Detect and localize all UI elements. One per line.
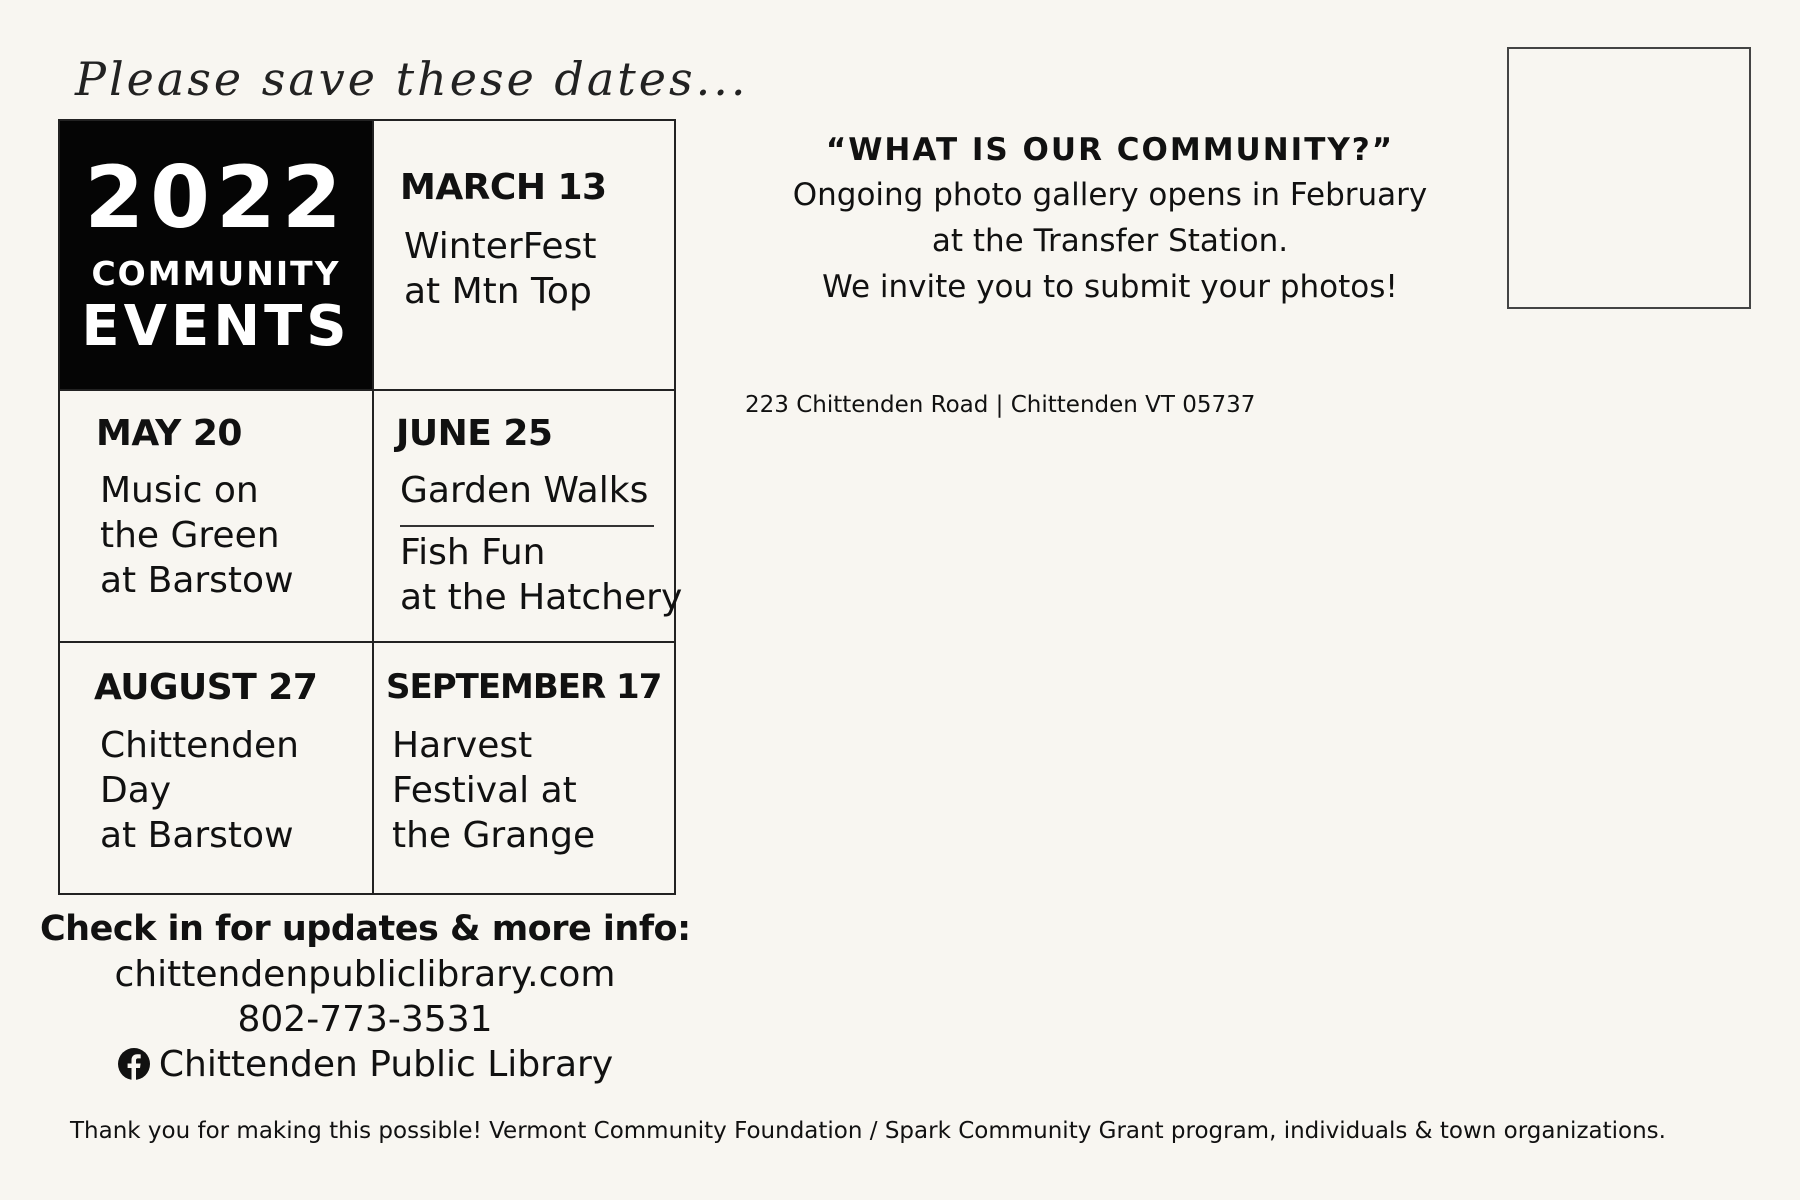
events-grid <box>58 119 683 895</box>
contact-block <box>40 908 690 1092</box>
event-cell-march <box>374 121 676 389</box>
event-line: Day <box>100 770 172 811</box>
event-line: Festival at <box>392 770 577 811</box>
contact-heading: Check in for updates & more info: <box>40 909 691 949</box>
event-date: MARCH 13 <box>400 167 607 208</box>
year-heading: 2022 <box>84 148 348 248</box>
event-line: at the Hatchery <box>400 577 683 618</box>
return-address: 223 Chittenden Road | Chittenden VT 05737 <box>745 392 1256 418</box>
event-cell-september <box>374 643 676 895</box>
event-description <box>100 723 299 858</box>
event-cell-may <box>60 391 372 641</box>
tagline: Please save these dates... <box>75 52 749 106</box>
thanks-note: Thank you for making this possible! Vermont Community Foundation / Spark Community Grant program, individuals & town organizations. <box>70 1118 1666 1144</box>
event-line: the Green <box>100 515 280 556</box>
event-description <box>404 224 596 314</box>
event-line: Harvest <box>392 725 533 766</box>
event-divider <box>400 525 654 527</box>
event-line: at Barstow <box>100 560 294 601</box>
event-line: Garden Walks <box>400 470 649 511</box>
event-description <box>100 468 294 603</box>
website-link[interactable]: chittendenpubliclibrary.com <box>114 953 616 995</box>
event-date: JUNE 25 <box>396 413 553 454</box>
facebook-link[interactable] <box>117 1042 613 1087</box>
event-line: at Mtn Top <box>404 271 592 312</box>
event-date: SEPTEMBER 17 <box>386 667 662 707</box>
event-line: Chittenden <box>100 725 299 766</box>
notice-line: Ongoing photo gallery opens in February <box>792 177 1428 213</box>
event-description <box>400 468 648 513</box>
event-line: Music on <box>100 470 259 511</box>
event-date: MAY 20 <box>96 413 242 454</box>
notice-heading: “WHAT IS OUR COMMUNITY?” <box>825 132 1395 168</box>
event-line: the Grange <box>392 815 596 856</box>
facebook-icon <box>117 1047 151 1081</box>
facebook-label: Chittenden Public Library <box>158 1043 614 1085</box>
event-description <box>392 723 595 858</box>
event-line: WinterFest <box>404 226 597 267</box>
notice-line: at the Transfer Station. <box>931 223 1289 259</box>
event-description-second <box>400 530 682 620</box>
event-line: Fish Fun <box>400 532 546 573</box>
stamp-box <box>1507 47 1751 309</box>
event-date: AUGUST 27 <box>94 667 318 708</box>
title-block <box>60 121 372 389</box>
community-heading: COMMUNITY <box>91 254 341 293</box>
event-line: at Barstow <box>100 815 294 856</box>
event-cell-august <box>60 643 372 895</box>
notice-line: We invite you to submit your photos! <box>822 269 1398 305</box>
phone-number[interactable]: 802-773-3531 <box>237 998 493 1040</box>
events-heading: EVENTS <box>81 294 351 359</box>
photo-gallery-notice <box>760 128 1460 310</box>
event-cell-june <box>374 391 683 641</box>
